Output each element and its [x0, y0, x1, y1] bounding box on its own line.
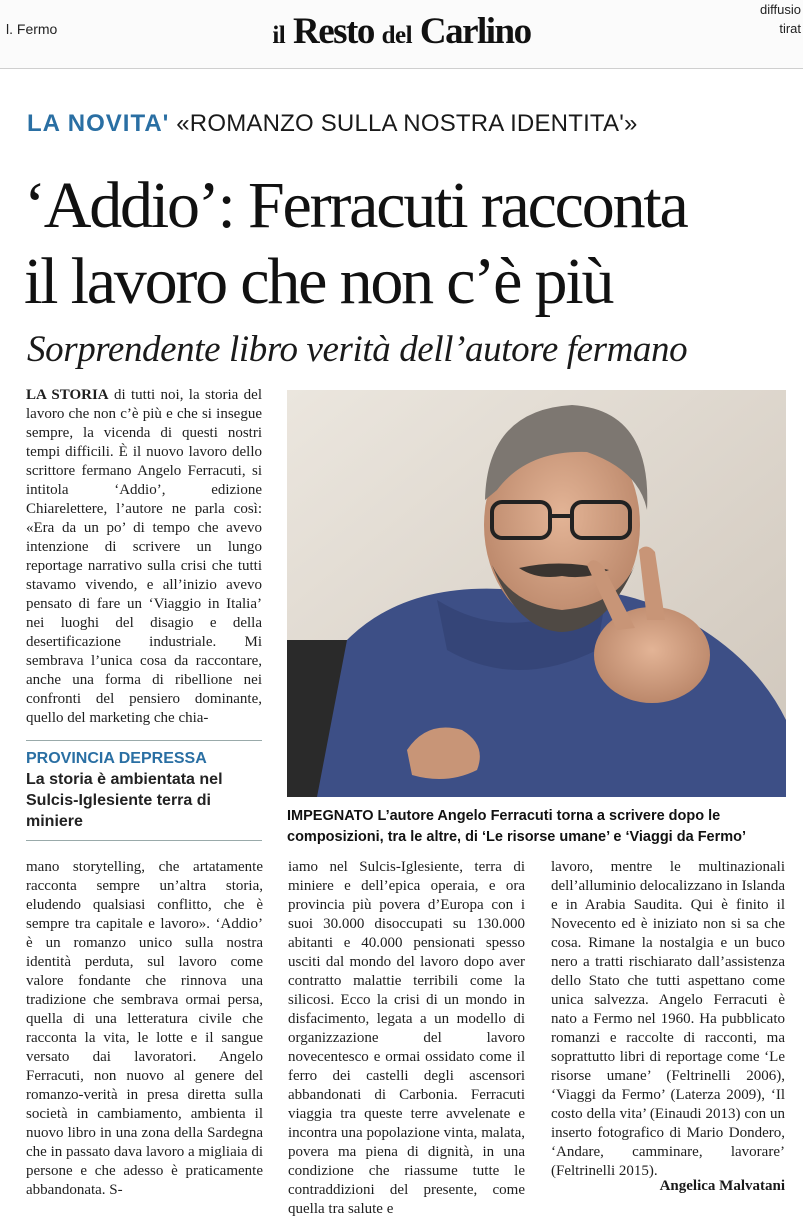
distribution-line: tirat [779, 21, 801, 36]
author-photo [287, 390, 786, 797]
author-byline: Angelica Malvatani [659, 1178, 785, 1194]
kicker-label: LA NOVITA' [27, 110, 170, 137]
masthead-carlino: Carlino [419, 11, 531, 52]
lead-word: LA STORIA [26, 387, 109, 403]
article-subhead: Sorprendente libro verità dell’autore fermano [27, 329, 688, 370]
article-headline [24, 168, 687, 320]
masthead-del: del [381, 22, 413, 49]
headline-line: ‘Addio’: Ferracuti racconta [24, 169, 687, 242]
caption-text: L’autore Angelo Ferracuti torna a scrivere dopo le composizioni, tra le altre, di ‘Le risorse umane’ e ‘Viaggi da Fermo’ [287, 808, 747, 845]
masthead-resto: Resto [293, 11, 374, 52]
section-name: l. Fermo [6, 21, 58, 37]
article-column-1-bottom: mano storytelling, che artatamente racconta sempre un’altra storia, eludendo qualsiasi conflitto, che è sempre tra capitale e lavoro». ‘Addio’ è un romanzo unico sulla nostra identità perduta, sul lavoro come valore fondante che rinnova una tradizione che sembrava ormai persa, quella di una letteratura civile che racconta la vita, le lotte e il sangue versato dai lavoratori. Angelo Ferracuti, non nuovo al genere del romanzo-verità in presa diretta sulla società in cambiamento, ambienta il nuovo libro in una zona della Sardegna che in passato dava lavoro a migliaia di persone e che adesso è praticamente abbandonata. S- [26, 859, 264, 1198]
article-column-1-top [26, 386, 262, 730]
newspaper-masthead [0, 10, 803, 53]
distribution-info [760, 0, 801, 38]
column-text: di tutti noi, la storia del lavoro che non c’è più e che si insegue sempre, la vicenda di questi nostri tempi difficili. È il nuovo lavoro dello scrittore fermano Angelo Ferracuti, si intitola ‘Addio’, edizione Chiarelettere, l’autore ne parla così: «Era da un po’ di tempo che avevo intenzione di scrivere un lungo reportage narrativo sulla crisi che tutti stavamo vivendo, e all’inizio avevo pensato di fare un ‘Viaggio in Italia’ nei luoghi del disagio e della desertificazione industriale. Mi sembrava l’unica cosa da raccontare, anche una forma di ribellione nei confronti del pensiero dominante, quello del marketing che chia- [26, 387, 263, 726]
masthead-il: il [272, 22, 286, 49]
article-column-2: iamo nel Sulcis-Iglesiente, terra di miniere e dell’epica operaia, e ora provincia più povera d’Europa con i suoi 30.000 disoccupati su 130.000 abitanti e 40.000 pensionati spesso usciti dal mondo del lavoro dopo aver contratto malattie terribili come la silicosi. Ecco la crisi di un mondo in disfacimento, legata a un modello di organizzazione del lavoro novecentesco e ormai ossidato come il ferro dei castelli degli ascensori abbandonati di Carbonia. Ferracuti viaggia tra queste terre avvelenate e incontra una popolazione vinta, malata, povera ma piena di dignità, in una condizione che riassume tutte le contraddizioni del presente, come quella tra salute e [288, 859, 525, 1217]
photo-caption [287, 806, 786, 848]
author-portrait-illustration [287, 390, 786, 797]
caption-label: IMPEGNATO [287, 808, 374, 824]
divider [26, 840, 262, 841]
distribution-line: diffusio [760, 2, 801, 17]
article-column-3: lavoro, mentre le multinazionali dell’alluminio delocalizzano in Islanda e in Arabia Saudita. Qui è finito il Novecento ed è iniziato non si sa che cosa. Rimane la nostalgia e un buco nero a tratti rischiarato dall’assistenza dello Stato che tutti aspettano come unica salvezza. Angelo Ferracuti è nato a Fermo nel 1960. Ha pubblicato romanzi e raccolte di racconti, ma soprattutto libri di reportage come ‘Le risorse umane’ (Feltrinelli 2006), ‘Viaggi da Fermo’ (Laterza 2009), ‘Il costo della vita’ (Einaudi 2013) con un inserto fotografico di Mario Dondero, ‘Andare, camminare, lavorare’ (Feltrinelli 2015). [551, 859, 785, 1179]
sidebox-body: La storia è ambientata nel Sulcis-Iglesiente terra di miniere [26, 771, 223, 830]
sidebar-box [26, 740, 262, 832]
headline-line: il lavoro che non c’è più [24, 245, 613, 318]
kicker-quote: «ROMANZO SULLA NOSTRA IDENTITA'» [176, 110, 638, 137]
article-kicker [27, 110, 638, 138]
page-header [0, 0, 803, 69]
sidebox-title: PROVINCIA DEPRESSA [26, 750, 207, 767]
